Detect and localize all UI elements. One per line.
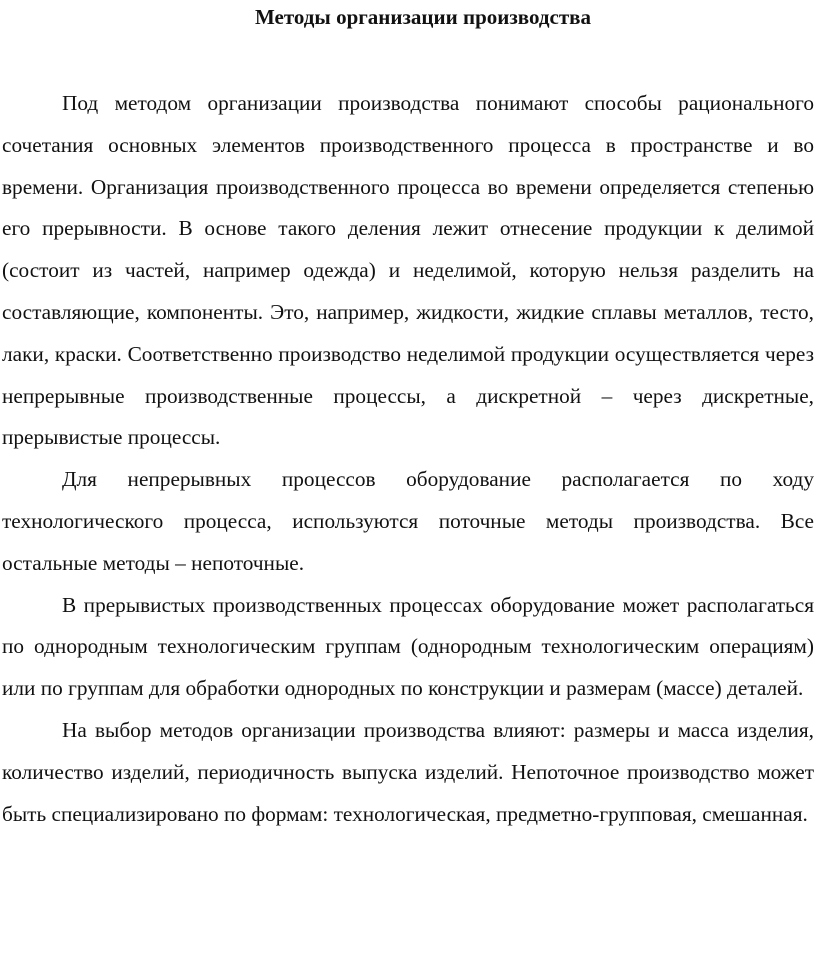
paragraph-3: В прерывистых производственных процессах оборудование может располагаться по однородным технологическим группам (однородным технологическим операциям) или по группам для обработки однородных по конструкции и размерам (массе) деталей.: [2, 592, 814, 701]
document-title: Методы организации производства: [255, 5, 591, 29]
paragraph-1: Под методом организации производства понимают способы рационального сочетания основных элементов производственного процесса в пространстве и во времени. Организация производственного процесса во времени определяется степенью его прерывности. В основе такого деления лежит отнесение продукции к делимой (состоит из частей, например одежда) и неделимой, которую нельзя разделить на составляющие, компоненты. Это, например, жидкости, жидкие сплавы металлов, тесто, лаки, краски. Соответственно производство неделимой продукции осуществляется через непрерывные производственные процессы, а дискретной – через дискретные, прерывистые процессы.: [2, 91, 814, 450]
document-body: [2, 83, 814, 835]
paragraph-4: На выбор методов организации производства влияют: размеры и масса изделия, количество изделий, периодичность выпуска изделий. Непоточное производство может быть специализировано по формам: технологическая, предметно-групповая, смешанная.: [2, 717, 814, 826]
paragraph-2: Для непрерывных процессов оборудование располагается по ходу технологического процесса, используются поточные методы производства. Все остальные методы – непоточные.: [2, 467, 814, 575]
